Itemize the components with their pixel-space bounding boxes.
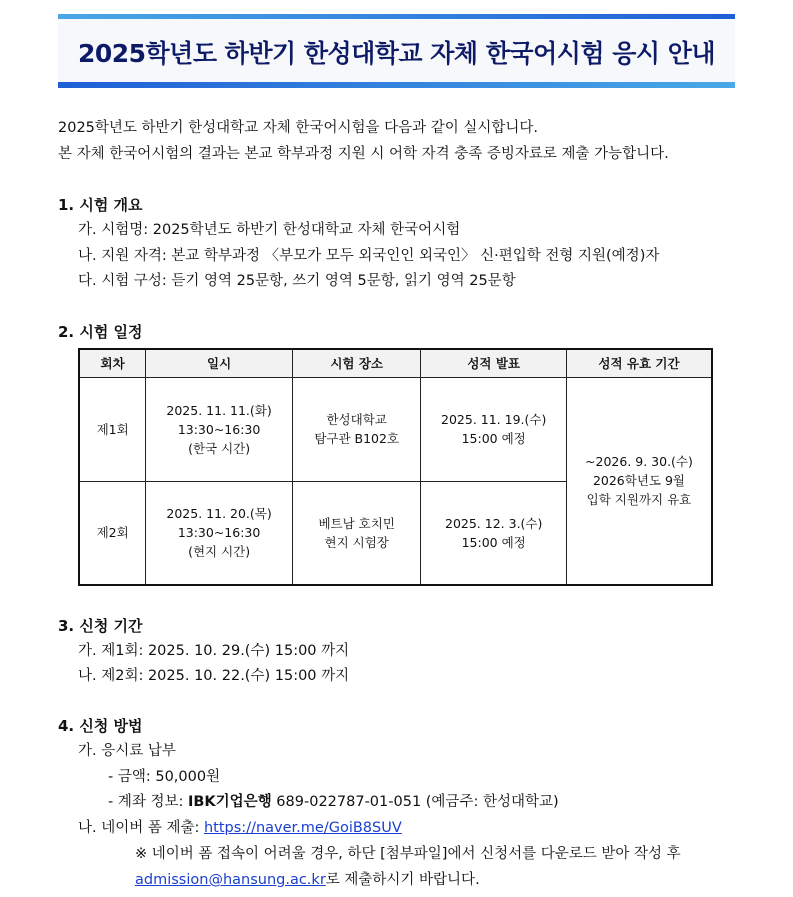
schedule-table (78, 348, 713, 586)
column-header: 일시 (146, 349, 293, 377)
timezone-line: (한국 시간) (188, 440, 251, 456)
result-cell (421, 481, 566, 585)
place-line: 현지 시험장 (324, 534, 389, 550)
note-line (135, 871, 480, 889)
page-title: 2025학년도 하반기 한성대학교 자체 한국어시험 응시 안내 (77, 39, 716, 68)
table-row (79, 377, 712, 481)
validity-cell (566, 377, 712, 585)
section-heading: 4. 신청 방법 (58, 717, 143, 735)
list-item: 가. 응시료 납부 (78, 743, 176, 759)
intro-line: 2025학년도 하반기 한성대학교 자체 한국어시험을 다음과 같이 실시합니다. (58, 120, 538, 136)
note-line: ※ 네이버 폼 접속이 어려울 경우, 하단 [첨부파일]에서 신청서를 다운로드 받아 작성 후 (135, 846, 681, 862)
time-line: 13:30~16:30 (177, 421, 261, 437)
place-line: 탐구관 B102호 (314, 431, 400, 446)
validity-line: 입학 지원까지 유효 (586, 492, 692, 508)
intro-line: 본 자체 한국어시험의 결과는 본교 학부과정 지원 시 어학 자격 충족 증빙자료로 제출 가능합니다. (58, 146, 669, 162)
place-cell (292, 481, 421, 585)
account-label: - 계좌 정보: (108, 794, 188, 810)
column-header: 성적 발표 (421, 349, 566, 377)
date-line: 2025. 11. 11.(화) (166, 402, 272, 418)
result-line: 2025. 11. 19.(수) (441, 412, 547, 427)
validity-line: ~2026. 9. 30.(수) (585, 454, 693, 470)
column-header: 시험 장소 (292, 349, 421, 377)
time-line: 13:30~16:30 (177, 525, 261, 541)
list-item: 나. 지원 자격: 본교 학부과정 〈부모가 모두 외국인인 외국인〉 신·편입학 전형 지원(예정)자 (78, 248, 660, 264)
round-cell: 제2회 (79, 481, 146, 585)
column-header: 성적 유효 기간 (566, 349, 712, 377)
round-cell: 제1회 (79, 377, 146, 481)
form-label: 나. 네이버 폼 제출: (78, 820, 204, 836)
list-item: 다. 시험 구성: 듣기 영역 25문항, 쓰기 영역 5문항, 읽기 영역 25문항 (78, 273, 516, 289)
list-item: - 금액: 50,000원 (108, 769, 221, 785)
title-bar-top (58, 14, 735, 19)
list-item: 가. 제1회: 2025. 10. 29.(수) 15:00 까지 (78, 643, 350, 659)
date-cell (146, 481, 293, 585)
date-line: 2025. 11. 20.(목) (166, 506, 272, 522)
result-line: 2025. 12. 3.(수) (445, 515, 543, 531)
place-line: 베트남 호치민 (318, 515, 395, 531)
list-item: 가. 시험명: 2025학년도 하반기 한성대학교 자체 한국어시험 (78, 222, 461, 238)
place-cell (292, 377, 421, 481)
section-heading: 3. 신청 기간 (58, 617, 143, 635)
result-cell (421, 377, 566, 481)
section-heading: 1. 시험 개요 (58, 196, 143, 214)
date-cell (146, 377, 293, 481)
timezone-line: (현지 시간) (188, 544, 251, 560)
title-bar-bottom (58, 82, 735, 88)
place-line: 한성대학교 (326, 412, 387, 427)
column-header: 회차 (79, 349, 146, 377)
result-line: 15:00 예정 (461, 431, 526, 446)
section-heading: 2. 시험 일정 (58, 323, 143, 341)
bank-name: IBK기업은행 (187, 794, 272, 810)
naver-form-link[interactable]: https://naver.me/GoiB8SUV (203, 820, 402, 836)
validity-line: 2026학년도 9월 (592, 473, 685, 489)
email-link[interactable]: admission@hansung.ac.kr (135, 872, 326, 888)
list-item (78, 819, 402, 837)
account-number: 689-022787-01-051 (예금주: 한성대학교) (271, 794, 559, 810)
list-item (108, 793, 559, 811)
result-line: 15:00 예정 (461, 534, 526, 550)
list-item: 나. 제2회: 2025. 10. 22.(수) 15:00 까지 (78, 668, 350, 684)
note-end: 로 제출하시기 바랍니다. (325, 872, 480, 888)
